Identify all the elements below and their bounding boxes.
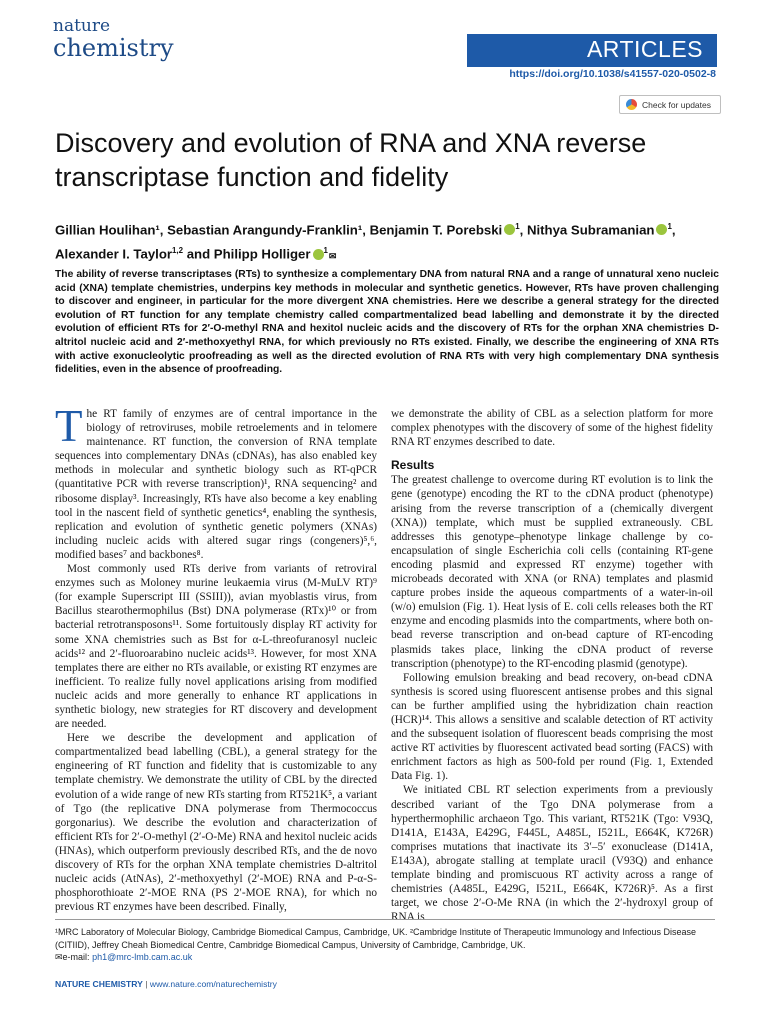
email-link[interactable]: ph1@mrc-lmb.cam.ac.uk	[92, 952, 193, 963]
orcid-icon[interactable]	[313, 249, 324, 260]
authors-part-1: Gillian Houlihan¹, Sebastian Arangundy-Franklin¹, Benjamin T. Porebski	[55, 222, 503, 238]
paragraph-text: he RT family of enzymes are of central importance in the biology of retroviruses, mobile retroelements and in telomere maintenance. RT function, the conversion of RNA template sequences into complementary DNAs (cDNAs), has also enabled key methods in molecular and synthetic biology such as RT-qPCR (quantitative PCR with reverse transcription)¹, RNA sequencing² and ribosome display³. Increasingly, RTs have also become a key enabling tool in the nascent field of synthetic genetics⁴, enabling the synthesis, replication and evolution of synthetic genetic polymers (XNAs) including nucleic acids with altered sugar rings (congeners)⁵,⁶, modified bases⁷ and backbones⁸.	[55, 408, 377, 561]
section-banner	[467, 34, 717, 67]
journal-logo[interactable]	[53, 18, 181, 61]
footer-journal: NATURE CHEMISTRY	[55, 979, 143, 989]
footer-separator: |	[142, 979, 150, 989]
authors-part-2: , Nithya Subramanian	[519, 222, 655, 238]
author-sup: 1	[667, 222, 672, 231]
logo-line-nature: nature	[53, 16, 111, 36]
drop-cap: T	[55, 401, 83, 451]
correspondence	[55, 951, 719, 964]
affiliations	[55, 926, 719, 964]
crossmark-icon	[626, 99, 637, 110]
section-label: ARTICLES	[586, 36, 703, 62]
authors-part-4: and Philipp Holliger	[183, 246, 311, 262]
results-heading: Results	[391, 458, 435, 473]
check-updates-button[interactable]	[619, 95, 721, 114]
body-column-right	[391, 407, 713, 924]
paragraph: Following emulsion breaking and bead recovery, on-bead cDNA synthesis is scored using fluorescent antisense probes and this signal can be further amplified using the hybridization chain reaction (HCR)¹⁴. This allows a sensitive and scalable detection of RT activity and the subsequent isolation of fluorescent beads comprising the most active RT activities by fluorescent activated bead sorting (FACS) with enrichment factors as high as 500-fold per round (Fig. 1, Extended Data Fig. 1).	[391, 671, 713, 783]
article-title: Discovery and evolution of RNA and XNA reverse transcriptase function and fidelity	[55, 128, 647, 192]
paragraph: Most commonly used RTs derive from variants of retroviral enzymes such as Moloney murine leukaemia virus (M-MuLV RT)⁹ (for example Superscript III (SSIII)), avian myoblastis virus, from Bacillus stearothermophilus (Bst) DNA polymerase (RTx)¹⁰ or from bacterial retrotransposons¹¹. Some fortuitously display RT activity for some XNA chemistries such as Bst for α-L-threofuranosyl nucleic acids¹² and 2′-fluoroarabino nucleic acids¹³. However, for most XNA templates there are either no RTs available, or existing RT enzymes are inefficient. To realize fully novel applications arising from modified nucleic acids and more generally to enhance RT applications in synthetic biology, new strategies for RT discovery and development are needed.	[55, 563, 377, 731]
abstract: The ability of reverse transcriptases (RTs) to synthesize a complementary DNA from natural RNA and a range of unnatural xeno nucleic acid (XNA) template chemistries, underpins key methods in molecular and synthetic genetics. However, RTs have proven challenging to discover and engineer, in particular for the more divergent XNA chemistries. Here we describe a general strategy for the directed evolution of RT function for any template chemistry called compartmentalized bead labelling and demonstrate it by the directed evolution of efficient RTs for 2′-O-methyl RNA and hexitol nucleic acids and the discovery of RTs for the orphan XNA chemistries D-altritol nucleic acid and 2′-methoxyethyl RNA, for which previously no RTs existed. Finally, we describe the engineering of XNA RTs with active exonucleolytic proofreading as well as the directed evolution of RNA RTs with very high complementary DNA synthesis fidelities, even in the absence of proofreading.	[55, 269, 719, 376]
affiliation-text: ¹MRC Laboratory of Molecular Biology, Cambridge Biomedical Campus, Cambridge, UK. ²Cambridge Institute of Therapeutic Immunology and Infectious Disease (CITIID), Jeffrey Cheah Biomedical Centre, Cambridge Biomedical Campus, University of Cambridge, Cambridge, UK.	[55, 927, 696, 950]
paragraph: we demonstrate the ability of CBL as a selection platform for more complex phenotypes with the discovery of some of the highest fidelity RNA RT enzymes described to date.	[391, 408, 713, 449]
footnote-divider	[55, 919, 715, 920]
authors-part-3: , Alexander I. Taylor	[55, 222, 676, 262]
orcid-icon[interactable]	[656, 224, 667, 235]
check-updates-label: Check for updates	[642, 99, 711, 110]
doi-link[interactable]: https://doi.org/10.1038/s41557-020-0502-8	[509, 68, 716, 80]
page-footer	[55, 979, 277, 989]
paragraph	[55, 401, 377, 562]
paragraph: We initiated CBL RT selection experiments from a previously described variant of the Tgo DNA polymerase from a hyperthermophilic archaeon Tgo. This variant, RT521K (Tgo: V93Q, D141A, E143A, E429G, F445L, A485L, I521L, E664K, K726R) comprises mutations that inactivate its 3′–5′ exonuclease (D141A, E143A), abrogate stalling at template uracil (V93Q) and enhance template binding and promiscuous RT activity across a range of chemistries (A485L, E429G, I521L, E664K, K726R)⁵. As a first target, we chose 2′-O-Me RNA (in which the 2′-hydroxyl group of RNA is	[391, 784, 713, 924]
body-column-left	[55, 401, 377, 914]
author-sup: 1	[515, 222, 520, 231]
paragraph: Here we describe the development and application of compartmentalized bead labelling (CBL), a general strategy for the engineering of RT function and fidelity that is customizable to any template chemistry. We demonstrate the utility of CBL by the directed evolution of a wide range of new RTs starting from RT521K⁵, a variant of Tgo (the replicative DNA polymerase from Thermococcus gorgonarius). We describe the evolution and characterization of efficient RTs for 2′-O-methyl (2′-O-Me) RNA and hexitol nucleic acids (HNAs), which outperform previously described RTs, and the de novo discovery of RTs for the orphan XNA template chemistries D-altritol nucleic acids (AtNAs), 2′-methoxyethyl (2′-MOE) RNA and P-α-S-phosphorothioate 2′-MOE RNA (PS 2′-MOE RNA), for which no previous RT enzymes have been described. Finally,	[55, 732, 377, 914]
orcid-icon[interactable]	[504, 224, 515, 235]
envelope-icon[interactable]: ✉	[328, 250, 337, 261]
paragraph: The greatest challenge to overcome during RT evolution is to link the gene (genotype) encoding the RT to the cDNA product (phenotype) arising from the reverse transcription of a (chemically divergent (XNA)) template, which must be supplied extraneously. CBL addresses this genotype–phenotype linkage challenge by co-encapsulation of single Escherichia coli cells (containing RT-gene encoding plasmid and expressed RT enzyme) together with microbeads decorated with XNA (or RNA) templates and plasmid capture probes inside the aqueous compartments of a water-in-oil (w/o) emulsion (Fig. 1). Heat lysis of E. coli cells releases both the RT enzyme and encoding plasmids into the compartments, where both on-bead reverse transcription and on-bead capture of RT-encoding plasmids takes place, linking the cDNA product of reverse transcription (phenotype) to the RT-encoding plasmid (genotype).	[391, 474, 713, 670]
footer-url[interactable]: www.nature.com/naturechemistry	[149, 979, 277, 989]
author-list	[55, 216, 720, 267]
envelope-icon: ✉	[55, 952, 63, 963]
author-sup: 1,2	[172, 246, 184, 256]
author-sup: 1	[323, 246, 328, 256]
logo-line-chemistry: chemistry	[53, 34, 174, 62]
email-label: e-mail:	[62, 952, 93, 963]
